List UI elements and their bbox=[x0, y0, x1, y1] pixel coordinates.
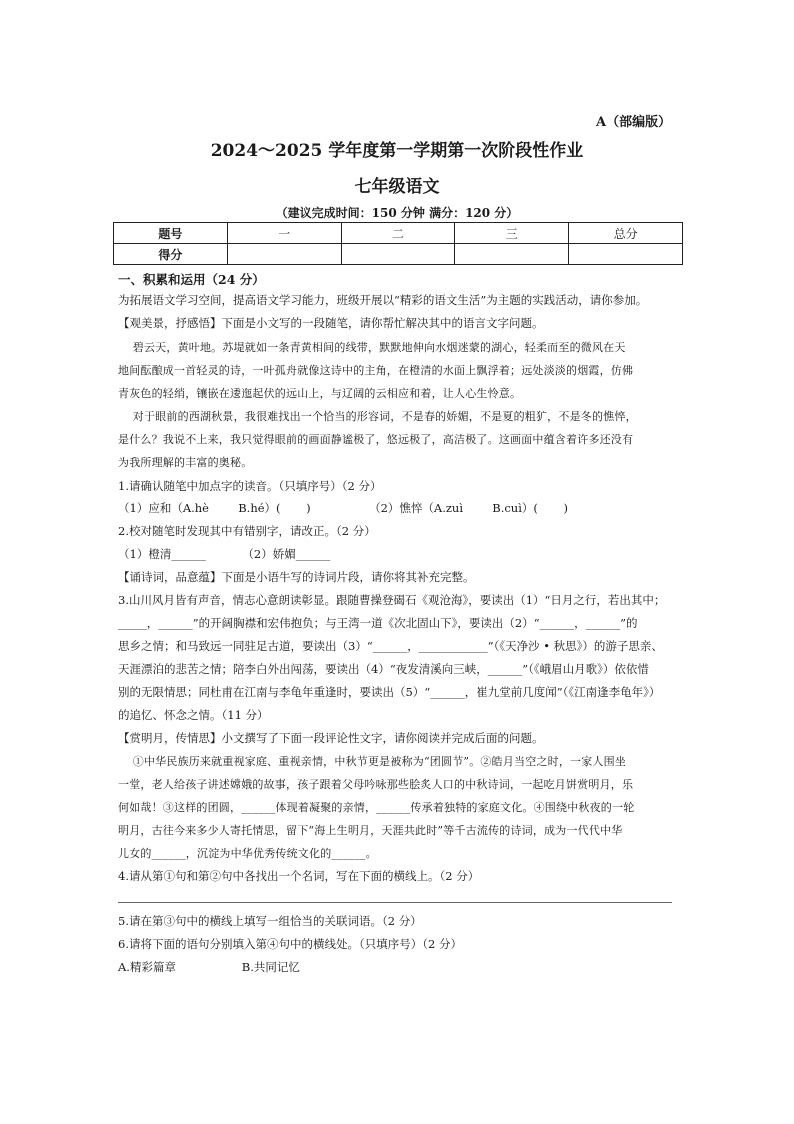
subject-title: 七年级语文 bbox=[354, 177, 440, 197]
question-5: 5.请在第③句中的横线上填写一组恰当的关联词语。（2 分） bbox=[118, 914, 422, 928]
question-3-line[interactable]: 别的无限情思；同杜甫在江南与李龟年重逢时，要读出（5）“______，崔九堂前几度闻”（《江南逢李龟年》） bbox=[118, 685, 661, 699]
score-input-cell[interactable] bbox=[455, 244, 569, 265]
task-heading: 【赏明月，传情思】小文撰写了下面一段评论性文字，请你阅读并完成后面的问题。 bbox=[118, 731, 544, 745]
intro-line: 为拓展语文学习空间，提高语文学习能力，班级开展以“精彩的语文生活”为主题的实践活动，请你参加。 bbox=[118, 293, 648, 307]
table-cell: 二 bbox=[341, 223, 455, 244]
score-table bbox=[113, 222, 683, 265]
question-6: 6.请将下面的语句分别填入第④句中的横线处。（只填序号）（2 分） bbox=[118, 937, 462, 951]
passage-line: 是什么？我说不上来，我只觉得眼前的画面静谧极了，悠远极了，高洁极了。这画面中蕴含着许多还没有 bbox=[118, 433, 634, 446]
time-note: （建议完成时间：150 分钟 满分：120 分） bbox=[275, 206, 519, 220]
question-3-line: 3.山川风月皆有声音，情志心意朗读彰显。跟随曹操登碣石《观沧海》，要读出（1）“日月之行，若出其中； bbox=[118, 593, 666, 607]
question-3-line[interactable]: _____，______”的开阔胸襟和宏伟抱负；与王湾一道《次北固山下》，要读出（2）“______，______”的 bbox=[118, 616, 638, 630]
task-heading: 【诵诗词，品意蕴】下面是小语牛写的诗词片段，请你将其补充完整。 bbox=[118, 570, 475, 584]
question-4: 4.请从第①句和第②句中各找出一个名词，写在下面的横线上。（2 分） bbox=[118, 869, 480, 883]
passage-line[interactable]: 何如哉！③这样的团圆，______体现着凝聚的亲情，______传承着独特的家庭文化。④围绕中秋夜的一轮 bbox=[118, 801, 635, 814]
passage-line: 青灰色的轻绡，镶嵌在逶迤起伏的远山上，与辽阔的云相应和着，让人心生怜意。 bbox=[118, 387, 522, 400]
table-cell: 总分 bbox=[569, 223, 683, 244]
passage-line: 对于眼前的西湖秋景，我很难找出一个恰当的形容词，不是春的娇媚，不是夏的粗犷，不是冬的憔悴， bbox=[118, 410, 637, 423]
question-1-options[interactable]: （1）应和（A.hè B.hé）( ) （2）憔悴（A.zuì B.cuì）( ) bbox=[118, 501, 568, 515]
task-heading: 【观美景，抒感悟】下面是小文写的一段随笔，请你帮忙解决其中的语言文字问题。 bbox=[118, 316, 544, 330]
passage-line: 明月，古往今来多少人寄托情思，留下“海上生明月，天涯共此时”等千古流传的诗词，成为一代代中华 bbox=[118, 824, 623, 837]
score-table-header-row bbox=[114, 223, 683, 244]
score-input-cell[interactable] bbox=[341, 244, 455, 265]
table-cell: 题号 bbox=[114, 223, 228, 244]
exam-title: 2024～2025 学年度第一学期第一次阶段性作业 bbox=[210, 141, 584, 161]
passage-line: 地间酝酿成一首轻灵的诗，一叶孤舟就像这诗中的主角，在橙清的水面上飘浮着；远处淡淡的烟霞，仿佛 bbox=[118, 364, 634, 377]
question-3-line: 的追忆、怀念之情。（11 分） bbox=[118, 708, 269, 722]
passage-line: 为我所理解的丰富的奥秘。 bbox=[118, 456, 253, 469]
score-input-cell[interactable] bbox=[569, 244, 683, 265]
table-cell: 得分 bbox=[114, 244, 228, 265]
question-6-options: A.精彩篇章 B.共同记忆 bbox=[118, 960, 300, 974]
table-cell: 一 bbox=[227, 223, 341, 244]
question-1: 1.请确认随笔中加点字的读音。（只填序号）（2 分） bbox=[118, 479, 382, 493]
version-label: A（部编版） bbox=[596, 115, 672, 130]
question-2-blanks[interactable]: （1）橙清______ （2）娇媚______ bbox=[118, 547, 331, 561]
passage-line: ①中华民族历来就重视家庭、重视亲情，中秋节更是被称为“团圆节”。②皓月当空之时，一家人围坐 bbox=[118, 755, 627, 768]
question-3-line[interactable]: 思乡之情；和马致远一同驻足古道，要读出（3）“______，____________”（《天净沙 • 秋思》）的游子思亲、 bbox=[118, 639, 663, 653]
score-table-score-row bbox=[114, 244, 683, 265]
score-input-cell[interactable] bbox=[227, 244, 341, 265]
question-2: 2.校对随笔时发现其中有错别字，请改正。（2 分） bbox=[118, 524, 376, 538]
section-heading: 一、积累和运用（24 分） bbox=[118, 272, 265, 287]
answer-line[interactable] bbox=[118, 902, 672, 903]
passage-line: 碧云天，黄叶地。苏堤就如一条青黄相间的线带，默默地伸向水烟迷蒙的湖心，轻柔而至的微风在天 bbox=[118, 341, 626, 354]
question-3-line[interactable]: 天涯漂泊的悲苦之情；陪李白外出闯荡，要读出（4）“夜发清溪向三峡，______”（《峨眉山月歌》）依依惜 bbox=[118, 662, 649, 676]
table-cell: 三 bbox=[455, 223, 569, 244]
passage-line: 一堂，老人给孩子讲述嫦娥的故事，孩子跟着父母吟咏那些脍炙人口的中秋诗词，一起吃月饼赏明月，乐 bbox=[118, 778, 634, 791]
passage-line[interactable]: 儿女的______，沉淀为中华优秀传统文化的______。 bbox=[118, 847, 377, 860]
